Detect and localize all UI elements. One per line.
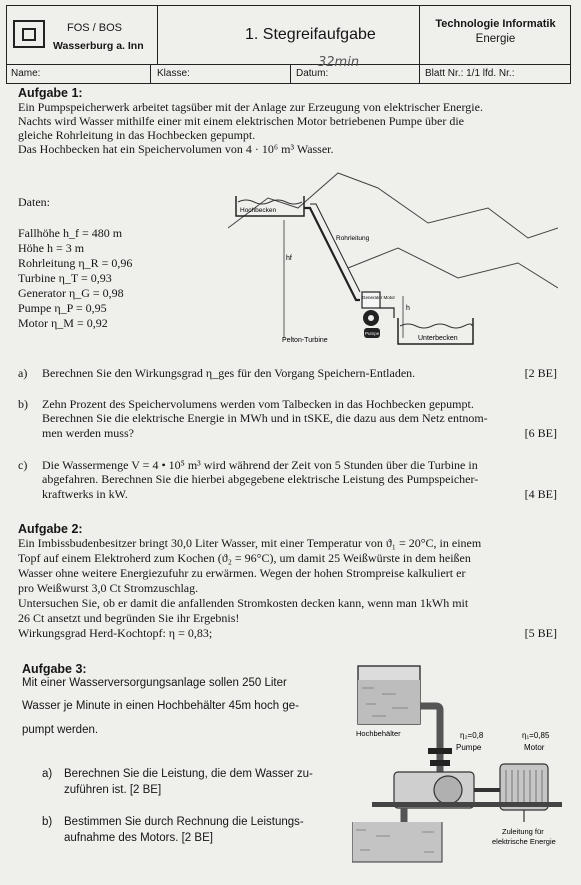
task2-line: Untersuchen Sie, ob er damit die anfallenden Stromkosten decken kann, wenn man 1kWh mit [18, 596, 469, 610]
school-line1: FOS / BOS [67, 22, 123, 34]
generator-label: Generator Motor [362, 295, 396, 300]
pipe-label: Rohrleitung [336, 235, 370, 242]
task1-a-text: Berechnen Sie den Wirkungsgrad η_ges für den Vorgang Speichern-Entladen. [42, 366, 416, 380]
subject-line1: Technologie Informatik [435, 18, 556, 30]
data-item: Motor η_M = 0,92 [18, 316, 108, 330]
lower-basin-label: Unterbecken [418, 335, 458, 342]
task1-b-points: [6 BE] [524, 426, 557, 440]
data-item: Fallhöhe h_f = 480 m [18, 226, 123, 240]
data-item: Turbine η_T = 0,93 [18, 271, 112, 285]
task3-heading: Aufgabe 3: [22, 662, 87, 676]
task1-intro-line: Das Hochbecken hat ein Speichervolumen von 4 · 10⁶ m³ Wasser. [18, 142, 334, 156]
task1-b-line: Zehn Prozent des Speichervolumens werden vom Talbecken in das Hochbecken gepumpt. [42, 397, 474, 411]
task2-heading: Aufgabe 2: [18, 522, 83, 536]
task3-a-label: a) [42, 768, 53, 780]
task1-a-label: a) [18, 366, 28, 380]
pump-label: Pumpe [365, 331, 380, 336]
task3-a-line: zuführen ist. [2 BE] [64, 784, 162, 796]
task1-intro-line: Ein Pumpspeicherwerk arbeitet tagsüber mit der Anlage zur Erzeugung von elektrischer Energie. [18, 100, 483, 114]
pumped-storage-diagram [228, 168, 558, 348]
tank-label: Hochbehälter [356, 729, 401, 738]
task1-intro-line: gleiche Rohrleitung in das Hochbecken gepumpt. [18, 128, 256, 142]
task3-b-line: Bestimmen Sie durch Rechnung die Leistungs- [64, 816, 304, 828]
task2-line: Wasser ohne weitere Energiezufuhr zu erwärmen. Wegen der hohen Strompreise kalkuliert er [18, 566, 466, 580]
data-item: Generator η_G = 0,98 [18, 286, 124, 300]
task2-line: Wirkungsgrad Herd-Kochtopf: η = 0,83; [18, 626, 213, 640]
task1-c-line: kraftwerks in kW. [42, 487, 128, 501]
data-heading: Daten: [18, 195, 50, 209]
info-row [6, 64, 571, 84]
motor-eff-label: η₁=0,85 [522, 731, 550, 740]
task3-a-line: Berechnen Sie die Leistung, die dem Wasser zu- [64, 768, 313, 780]
task1-intro-line: Nachts wird Wasser mithilfe einer mit einem elektrischen Motor betriebenen Pumpe über die [18, 114, 465, 128]
task2-line: pro Weißwurst 3,0 Ct Stromzuschlag. [18, 581, 199, 595]
data-item: Rohrleitung η_R = 0,96 [18, 256, 133, 270]
divider [419, 64, 420, 83]
school-logo-icon [13, 20, 45, 48]
task1-b-line: men werden muss? [42, 426, 134, 440]
task2-line: Topf auf einem Elektroherd zum Kochen (ϑ₂ = 96°C), um damit 25 Weißwürste in dem heißen [18, 551, 471, 565]
data-item: Höhe h = 3 m [18, 241, 85, 255]
exam-title: 1. Stegreifaufgabe [245, 26, 376, 43]
pump-label: Pumpe [456, 743, 482, 752]
supply-label-2: elektrische Energie [492, 837, 556, 846]
task1-heading: Aufgabe 1: [18, 86, 83, 100]
subject-cell [419, 6, 571, 64]
task3-line: Mit einer Wasserversorgungsanlage sollen 250 Liter [22, 677, 287, 689]
task3-b-line: aufnahme des Motors. [2 BE] [64, 832, 213, 844]
turbine-label: Pelton-Turbine [282, 337, 328, 344]
fall-height-label: hf [286, 255, 292, 262]
task1-c-line: Die Wassermenge V = 4 • 10⁵ m³ wird während der Zeit von 5 Stunden über die Turbine in [42, 458, 478, 472]
name-label: Name: [11, 68, 41, 79]
task1-c-label: c) [18, 458, 28, 472]
handwritten-time: 32min [318, 55, 360, 70]
task1-a-points: [2 BE] [524, 366, 557, 380]
task3-b-label: b) [42, 816, 53, 828]
task1-b-label: b) [18, 397, 28, 411]
task3-line: pumpt werden. [22, 724, 99, 736]
water-supply-diagram [352, 664, 577, 864]
task1-c-points: [4 BE] [524, 487, 557, 501]
motor-label: Motor [524, 743, 545, 752]
sheet-label: Blatt Nr.: 1/1 lfd. Nr.: [425, 68, 515, 79]
pump-eff-label: η₂=0,8 [460, 731, 484, 740]
school-line2: Wasserburg a. Inn [53, 40, 144, 52]
divider [150, 64, 151, 83]
task1-b-line: Berechnen Sie die elektrische Energie in MWh und in tSKE, die dazu aus dem Netz entnom- [42, 411, 488, 425]
supply-label-1: Zuleitung für [502, 827, 544, 836]
date-label: Datum: [296, 68, 329, 79]
subject-line2: Energie [475, 33, 516, 45]
data-item: Pumpe η_P = 0,95 [18, 301, 107, 315]
class-label: Klasse: [157, 68, 190, 79]
upper-basin-label: Hochbecken [240, 207, 277, 214]
school-cell [7, 6, 158, 64]
task2-points: [5 BE] [524, 626, 557, 640]
header-box [6, 5, 571, 65]
divider [290, 64, 291, 83]
height-label: h [406, 305, 410, 312]
task3-line: Wasser je Minute in einen Hochbehälter 45m hoch ge- [22, 700, 299, 712]
task2-line: Ein Imbissbudenbesitzer bringt 30,0 Liter Wasser, mit einer Temperatur von ϑ₁ = 20°C, in einem [18, 536, 482, 550]
task2-line: 26 Ct ansetzt und begründen Sie ihr Ergebnis! [18, 611, 240, 625]
task1-c-line: abgefahren. Berechnen Sie die hierbei abgegebene elektrische Leistung des Pumpspeicher- [42, 472, 479, 486]
